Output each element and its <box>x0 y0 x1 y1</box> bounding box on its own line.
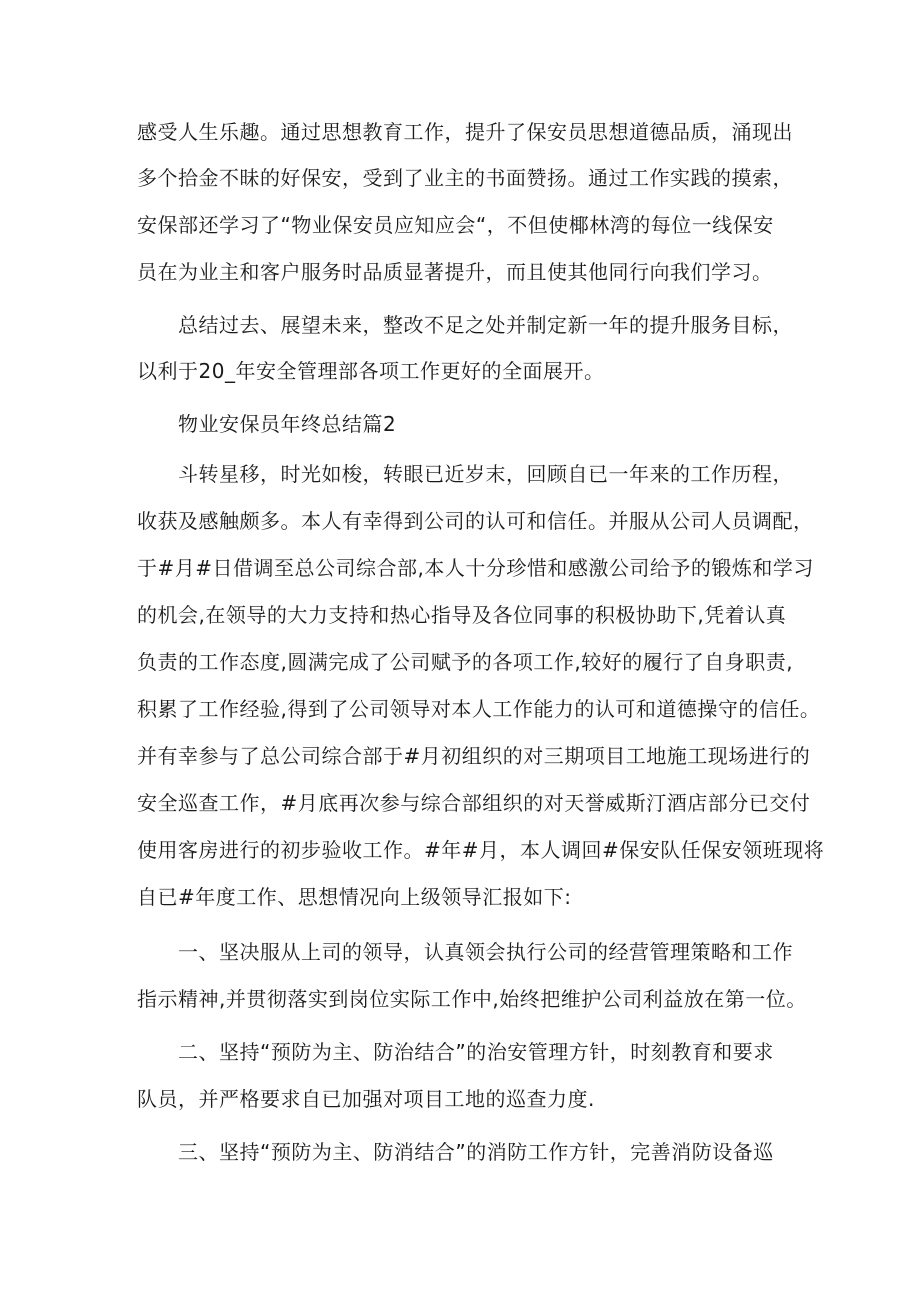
text-line: 于#月#日借调至总公司综合部,本人十分珍惜和感激公司给予的锻炼和学习 <box>137 556 814 580</box>
text-line: 队员，并严格要求自已加强对项目工地的巡查力度. <box>137 1087 595 1111</box>
section-heading: 物业安保员年终总结篇2 <box>178 412 397 436</box>
text-line: 积累了工作经验,得到了公司领导对本人工作能力的认可和道德操守的信任。 <box>137 697 821 721</box>
text-line: 感受人生乐趣。通过思想教育工作，提升了保安员思想道德品质，涌现出 <box>137 120 793 144</box>
text-line: 斗转星移，时光如梭，转眼已近岁末，回顾自已一年来的工作历程， <box>178 462 793 486</box>
text-line: 员在为业主和客户服务时品质显著提升，而且使其他同行向我们学习。 <box>137 260 773 284</box>
text-line: 总结过去、展望未来，整改不足之处并制定新一年的提升服务目标， <box>178 313 793 337</box>
text-line: 三、坚持“预防为主、防消结合”的消防工作方针，完善消防设备巡 <box>178 1140 774 1164</box>
text-line: 并有幸参与了总公司综合部于#月初组织的对三期项目工地施工现场进行的 <box>137 744 811 768</box>
text-line: 的机会,在领导的大力支持和热心指导及各位同事的积极协助下,凭着认真 <box>137 603 787 627</box>
text-line: 一、坚决服从上司的领导，认真领会执行公司的经营管理策略和工作 <box>178 940 793 964</box>
text-line: 安保部还学习了“物业保安员应知应会“，不但使椰林湾的每位一线保安 <box>137 213 774 237</box>
text-line: 收获及感触颇多。本人有幸得到公司的认可和信任。并服从公司人员调配， <box>137 509 814 533</box>
text-line: 多个拾金不昧的好保安，受到了业主的书面赞扬。通过工作实践的摸索， <box>137 166 793 190</box>
text-line: 安全巡查工作，#月底再次参与综合部组织的对天誉威斯汀酒店部分已交付 <box>137 791 811 815</box>
text-line: 使用客房进行的初步验收工作。#年#月，本人调回#保安队任保安领班现将 <box>137 838 825 862</box>
text-line: 二、坚持“预防为主、防治结合”的治安管理方针，时刻教育和要求 <box>178 1040 774 1064</box>
text-line: 指示精神,并贯彻落实到岗位实际工作中,始终把维护公司利益放在第一位。 <box>137 987 807 1011</box>
text-line: 以利于20_年安全管理部各项工作更好的全面展开。 <box>137 359 605 383</box>
text-line: 自已#年度工作、思想情况向上级领导汇报如下: <box>137 885 572 909</box>
text-line: 负责的工作态度,圆满完成了公司赋予的各项工作,较好的履行了自身职责, <box>137 650 794 674</box>
